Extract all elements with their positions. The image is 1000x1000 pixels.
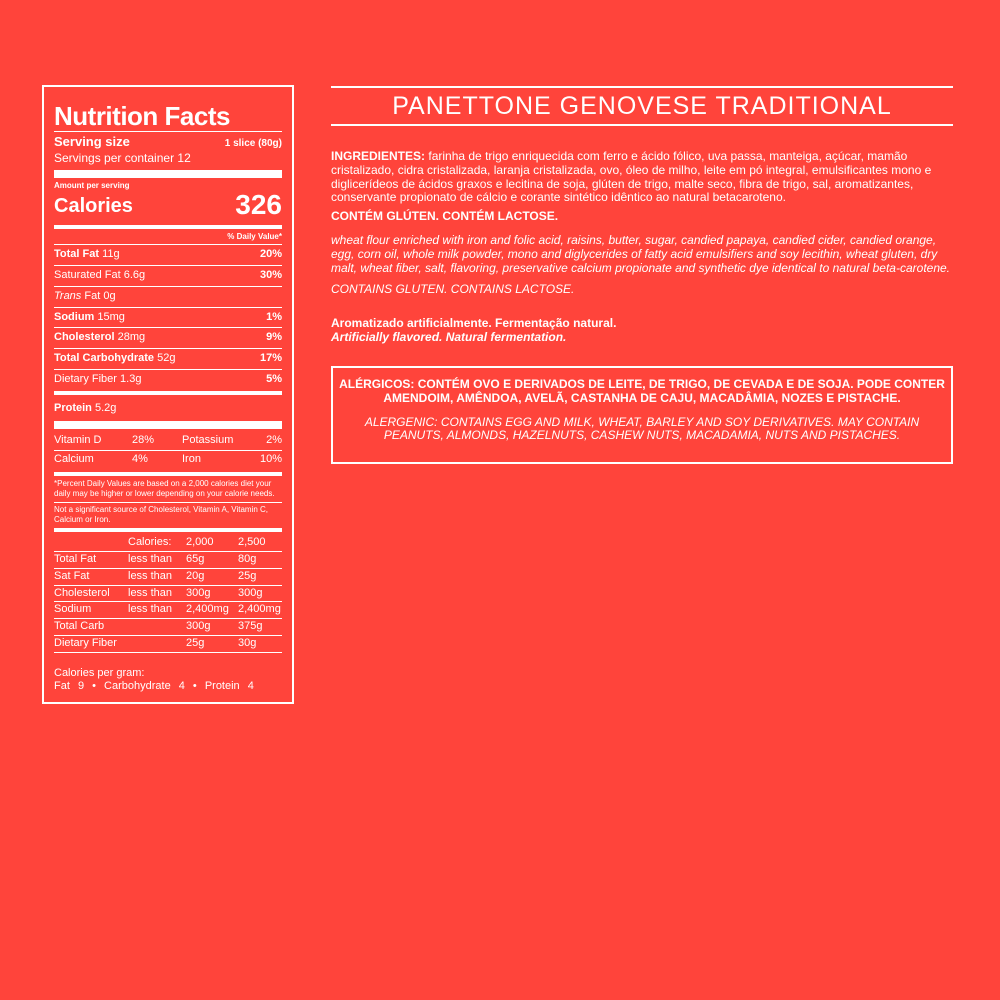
table-cell: Total Carb xyxy=(54,620,105,633)
nutrient-name: Protein xyxy=(54,401,92,414)
nutrition-title: Nutrition Facts xyxy=(54,101,230,131)
nutrient-label xyxy=(54,269,145,283)
nutrient-name: Dietary Fiber xyxy=(54,372,117,385)
nutrient-label xyxy=(54,248,120,262)
nutrient-label xyxy=(54,352,175,366)
table-cell: Sodium xyxy=(54,603,92,616)
nutrient-row xyxy=(54,398,282,418)
nutrient-amount: 11g xyxy=(102,248,120,261)
vitamin-cell: Calcium xyxy=(54,453,94,466)
table-cell: Total Fat xyxy=(54,553,97,566)
table-row xyxy=(54,636,282,653)
contains-pt: CONTÉM GLÚTEN. CONTÉM LACTOSE. xyxy=(331,209,559,224)
serving-size-value: 1 slice (80g) xyxy=(224,138,282,149)
calories-value: 326 xyxy=(235,188,282,220)
ingredients-section xyxy=(331,150,953,345)
nutrient-amount: 52g xyxy=(157,352,176,365)
amount-per-serving: Amount per serving xyxy=(54,180,130,190)
table-cell: less than xyxy=(128,586,173,599)
nutrient-daily-value: 5% xyxy=(266,372,282,385)
ingredients-pt: farinha de trigo enriquecida com ferro e ácido fólico, uva passa, manteiga, açúcar, mamão cristalizado, cidra cristalizada, laranja cristalizada, ovo, óleo de milho, leite em pó integral, emulsificantes mono e diglicerídeos de ácidos graxos e lecitina de soja, glúten de trigo, malte seco, fibra de trigo, sal, aromatizantes, conservante propionato de cálcio e corante sintético idêntico ao natural betacaroteno. xyxy=(331,149,932,205)
nutrient-amount: 1.3g xyxy=(120,372,142,385)
nutrient-label xyxy=(54,311,125,325)
nutrient-name: Total Fat xyxy=(54,248,100,261)
nutrient-list xyxy=(54,247,282,417)
nutrient-row xyxy=(54,268,282,284)
nutrient-amount: 6.6g xyxy=(123,269,146,282)
allergen-box xyxy=(331,366,953,464)
nutrient-row xyxy=(54,310,282,326)
calories-per-gram: Calories per gram: xyxy=(54,666,145,679)
table-cell: 25g xyxy=(186,636,205,649)
serving-size-row xyxy=(54,134,282,151)
vitamin-cell: 10% xyxy=(259,453,282,466)
calories-label: Calories xyxy=(54,194,133,217)
table-cell: 375g xyxy=(238,620,263,633)
table-cell: 25g xyxy=(238,569,257,582)
nutrient-row xyxy=(54,289,282,305)
nutrient-name: Cholesterol xyxy=(54,331,115,344)
nutrient-amount: 15mg xyxy=(97,310,125,323)
table-cell: 2,000 xyxy=(186,536,214,549)
vitamin-grid xyxy=(54,432,282,469)
nutrient-daily-value: 9% xyxy=(266,331,282,344)
vitamin-cell: 28% xyxy=(132,432,182,451)
nutrient-name: Total Carbohydrate xyxy=(54,352,155,365)
contains-en: CONTAINS GLUTEN. CONTAINS LACTOSE. xyxy=(331,282,575,297)
nutrient-label xyxy=(54,331,145,345)
table-row xyxy=(54,619,282,636)
table-row xyxy=(54,569,282,586)
ingredients-en: wheat flour enriched with iron and folic acid, raisins, butter, sugar, candied papaya, candied cider, candied orange, egg, corn oil, whole milk powder, mono and diglycerides of fatty acid emulsifiers and soy lecithin, wheat gluten, dry malt, wheat fiber, salt, flavoring, preservative calcium propionate and synthetic dye identical to natural beta-carotene. xyxy=(331,232,951,275)
flavor-pt: Aromatizado artificialmente. Fermentação natural. xyxy=(331,316,617,331)
nutrient-row xyxy=(54,330,282,346)
nutrient-name: Sodium xyxy=(54,310,95,323)
table-row xyxy=(54,535,282,552)
table-cell xyxy=(54,536,128,550)
table-cell: 2,400mg xyxy=(186,603,229,616)
table-cell: 20g xyxy=(186,569,205,582)
footnote-daily-values: *Percent Daily Values are based on a 2,000 calories diet your daily may be higher or lower depending on your calorie needs. xyxy=(54,478,275,499)
nutrient-name: Saturated Fat xyxy=(54,269,121,282)
table-cell: 80g xyxy=(238,553,257,566)
product-title: PANETTONE GENOVESE TRADITIONAL xyxy=(331,86,953,126)
vitamin-cell: 4% xyxy=(132,453,148,466)
nutrient-amount: Fat 0g xyxy=(84,289,116,302)
table-cell: Cholesterol xyxy=(54,586,110,599)
nutrient-daily-value: 20% xyxy=(259,248,282,261)
footnote-not-significant: Not a significant source of Cholesterol, Vitamin A, Vitamin C, Calcium or Iron. xyxy=(54,504,269,524)
nutrient-row xyxy=(54,372,282,388)
calories-per-gram-values: Fat 9 • Carbohydrate 4 • Protein 4 xyxy=(54,680,254,693)
servings-per-container: Servings per container 12 xyxy=(54,150,191,165)
nutrient-daily-value: 1% xyxy=(266,310,282,323)
nutrient-name: Trans xyxy=(54,289,82,302)
nutrient-label xyxy=(54,290,116,304)
table-cell: 30g xyxy=(238,636,257,649)
table-cell: 300g xyxy=(186,586,211,599)
calories-row xyxy=(54,188,282,220)
table-cell: Dietary Fiber xyxy=(54,636,117,649)
daily-value-header: % Daily Value* xyxy=(227,231,282,241)
table-cell: less than xyxy=(128,603,173,616)
nutrient-daily-value: 17% xyxy=(259,352,282,365)
nutrient-daily-value: 30% xyxy=(259,269,282,282)
allergen-en: ALERGENIC: CONTAINS EGG AND MILK, WHEAT, BARLEY AND SOY DERIVATIVES. MAY CONTAIN PEANUTS, ALMONDS, HAZELNUTS, CASHEW NUTS, MACADAMIA, NUTS AND PISTACHES. xyxy=(364,414,920,443)
table-cell: 300g xyxy=(186,620,211,633)
table-cell: less than xyxy=(128,553,173,566)
table-row xyxy=(54,552,282,569)
table-cell: Calories: xyxy=(128,536,172,549)
table-cell: less than xyxy=(128,569,173,582)
table-cell xyxy=(128,620,186,634)
nutrient-label xyxy=(54,373,141,387)
nutrient-row xyxy=(54,247,282,263)
serving-size-label: Serving size xyxy=(54,134,130,149)
flavor-en: Artificially flavored. Natural fermentation. xyxy=(331,329,567,344)
table-cell: 2,400mg xyxy=(238,603,281,616)
table-row xyxy=(54,586,282,603)
table-cell: Sat Fat xyxy=(54,569,90,582)
vitamin-cell: Iron xyxy=(182,453,201,466)
table-row xyxy=(54,602,282,619)
vitamin-cell: Potassium xyxy=(182,432,252,451)
table-cell: 300g xyxy=(238,586,263,599)
table-cell xyxy=(128,637,186,651)
vitamin-cell: Vitamin D xyxy=(54,432,132,451)
nutrient-label xyxy=(54,402,116,416)
ingredients-label: INGREDIENTES: xyxy=(331,149,426,163)
nutrient-row xyxy=(54,351,282,367)
nutrient-amount: 28mg xyxy=(117,331,146,344)
table-cell: 65g xyxy=(186,553,205,566)
daily-value-table xyxy=(54,535,282,652)
table-cell: 2,500 xyxy=(238,536,266,549)
nutrition-facts-panel xyxy=(42,85,294,704)
vitamin-cell: 2% xyxy=(252,432,282,451)
allergen-pt: ALÉRGICOS: CONTÉM OVO E DERIVADOS DE LEITE, DE TRIGO, DE CEVADA E DE SOJA. PODE CONTER AMENDOIM, AMÊNDOA, AVELÃ, CASTANHA DE CAJU, MACADÂMIA, NOZES E PISTACHE. xyxy=(339,377,945,405)
nutrient-amount: 5.2g xyxy=(94,401,117,414)
